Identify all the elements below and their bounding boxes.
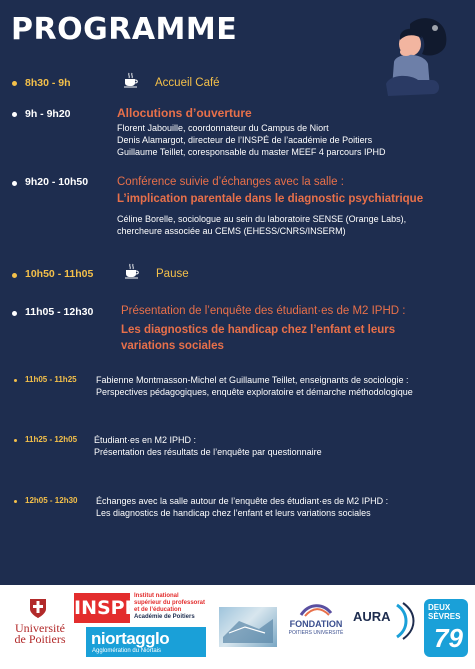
bullet-icon [12, 112, 17, 117]
session-title: Pause [156, 268, 189, 280]
time-slot: 11h25 - 12h05 [25, 435, 78, 444]
waves-icon [393, 601, 417, 641]
logo-text: Agglomération du Niortais [92, 648, 162, 654]
time-slot: 9h20 - 10h50 [25, 176, 89, 188]
session-title: Présentation de l’enquête des étudiant·es de M2 IPHD : [121, 305, 406, 317]
coffee-cup-icon [123, 72, 139, 88]
logo-text: Université [15, 621, 65, 635]
bullet-icon [14, 439, 17, 442]
universite-poitiers-logo [6, 597, 72, 657]
inspe-logo [74, 593, 214, 629]
logo-text: supérieur du professorat [134, 600, 206, 606]
bullet-icon [12, 181, 17, 186]
time-slot: 8h30 - 9h [25, 77, 71, 89]
subtitle-line: variations sociales [121, 340, 224, 352]
logo-text: et de l’éducation [134, 607, 182, 613]
detail-line: Présentation des résultats de l’enquête par questionnaire [94, 447, 322, 457]
session-details [117, 122, 385, 158]
detail-line: Céline Borelle, sociologue au sein du laboratoire SENSE (Orange Labs), [117, 214, 407, 224]
detail-line: Guillaume Teillet, coresponsable du master MEEF 4 parcours IPHD [117, 147, 386, 157]
detail-line: Les diagnostics de handicap chez l’enfant et leurs variations sociales [96, 508, 371, 518]
building-icon [219, 607, 277, 647]
logo-text: SÈVRES [428, 612, 461, 621]
logo-text: AURA [353, 609, 391, 624]
swoosh-icon [299, 603, 333, 617]
logo-text: Institut national [134, 593, 179, 599]
worried-person-illustration [370, 14, 460, 104]
detail-line: Échanges avec la salle autour de l’enquête des étudiant·es de M2 IPHD : [96, 496, 389, 506]
time-slot: 12h05 - 12h30 [25, 496, 78, 505]
session-details [94, 434, 322, 458]
subtitle-line: Les diagnostics de handicap chez l’enfant et leurs [121, 324, 396, 336]
session-subtitle: L’implication parentale dans le diagnostic psychiatrique [117, 193, 424, 205]
aura-logo [353, 601, 419, 649]
bullet-icon [12, 273, 17, 278]
session-title: Conférence suivie d’échanges avec la salle : [117, 176, 344, 188]
campus-photo [219, 607, 277, 647]
bullet-icon [14, 500, 17, 503]
deux-sevres-logo [424, 599, 468, 657]
niortagglo-logo [86, 627, 206, 657]
session-details [96, 495, 388, 519]
logo-text: Académie de Poitiers [134, 614, 195, 620]
logo-text: niortagglo [91, 629, 170, 648]
session-title: Accueil Café [155, 77, 220, 89]
page-title: PROGRAMME [11, 12, 238, 47]
bullet-icon [12, 311, 17, 316]
time-slot: 11h05 - 11h25 [25, 375, 77, 384]
inspe-wordmark: INSPÉ [74, 593, 130, 623]
session-details [96, 374, 413, 398]
logo-text: POITIERS UNIVERSITÉ [288, 630, 344, 636]
detail-line: chercheure associée au CEMS (EHESS/CNRS/INSERM) [117, 226, 346, 236]
coffee-cup-icon [124, 263, 140, 279]
crest-icon [28, 597, 48, 619]
partner-logos [0, 585, 475, 669]
fondation-logo [285, 603, 347, 649]
detail-line: Perspectives pédagogiques, enquête exploratoire et démarche méthodologique [96, 387, 413, 397]
logo-text: de Poitiers [14, 632, 66, 646]
session-title: Allocutions d’ouverture [117, 106, 252, 120]
session-details [117, 213, 406, 237]
detail-line: Denis Alamargot, directeur de l’INSPÉ de l’académie de Poitiers [117, 135, 373, 145]
session-subtitle [121, 322, 395, 354]
time-slot: 11h05 - 12h30 [25, 306, 94, 318]
time-slot: 10h50 - 11h05 [25, 268, 94, 280]
logo-text: 79 [434, 623, 463, 653]
logo-text: FONDATION [289, 619, 343, 629]
bullet-icon [12, 81, 17, 86]
detail-line: Florent Jabouille, coordonnateur du Campus de Niort [117, 123, 329, 133]
bullet-icon [14, 379, 17, 382]
logo-text: DEUX [428, 603, 451, 612]
detail-line: Fabienne Montmasson-Michel et Guillaume Teillet, enseignants de sociologie : [96, 375, 409, 385]
time-slot: 9h - 9h20 [25, 108, 71, 120]
detail-line: Étudiant·es en M2 IPHD : [94, 435, 197, 445]
